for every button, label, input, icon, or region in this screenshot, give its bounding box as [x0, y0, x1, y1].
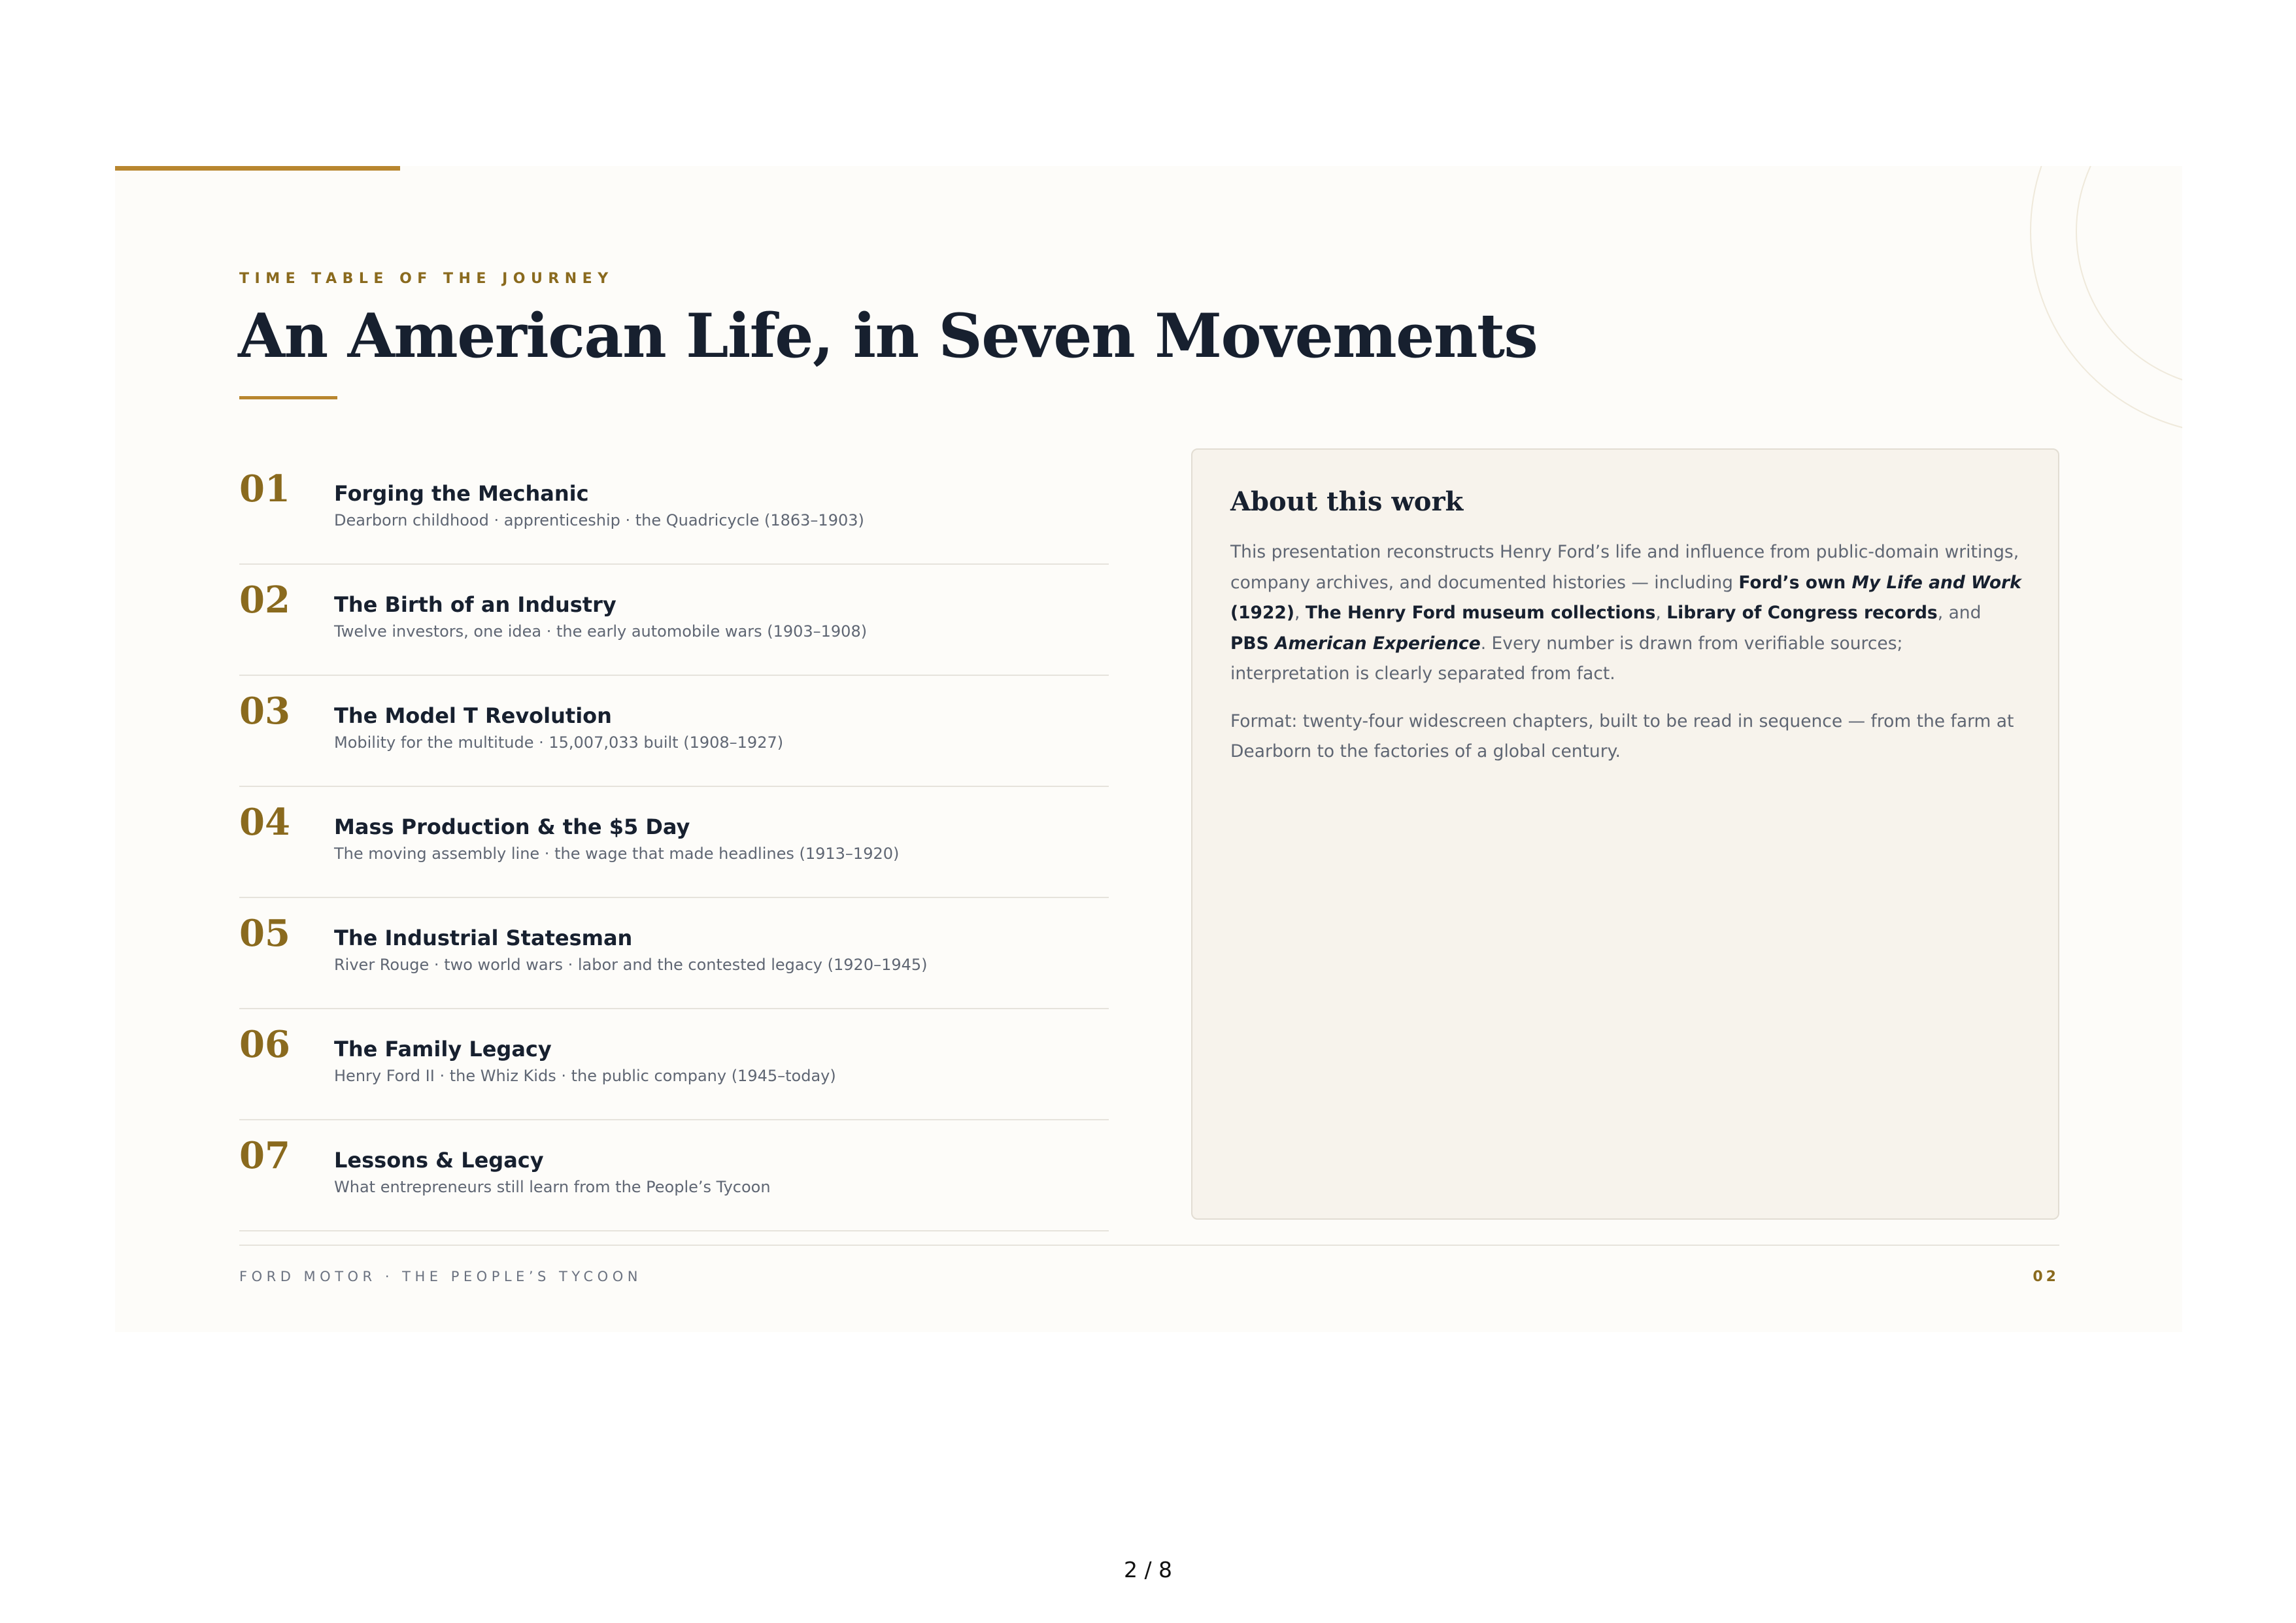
chapter-subtitle: River Rouge · two world wars · labor and the contested legacy (1920–1945): [334, 956, 928, 974]
chapter-item: [239, 898, 1109, 1009]
chapter-item: [239, 454, 1109, 565]
source-my-life-and-work: Ford’s own My Life and Work (1922): [1230, 572, 2021, 623]
chapter-subtitle: The moving assembly line · the wage that made headlines (1913–1920): [334, 845, 900, 863]
chapter-title: The Family Legacy: [334, 1037, 552, 1062]
chapter-item: [239, 787, 1109, 898]
source-henry-ford-museum: The Henry Ford museum collections: [1305, 603, 1656, 623]
chapter-subtitle: What entrepreneurs still learn from the People’s Tycoon: [334, 1178, 771, 1196]
eyebrow-label: TIME TABLE OF THE JOURNEY: [239, 271, 614, 287]
chapter-title: The Model T Revolution: [334, 703, 612, 728]
chapter-number: 06: [239, 1023, 290, 1066]
footer-divider: [239, 1245, 2059, 1246]
chapter-item: [239, 1009, 1109, 1120]
about-panel: [1191, 448, 2059, 1220]
chapter-item: [239, 565, 1109, 676]
chapter-subtitle: Mobility for the multitude · 15,007,033 built (1908–1927): [334, 733, 784, 752]
chapter-title: The Birth of an Industry: [334, 592, 616, 617]
slide: [115, 166, 2182, 1332]
about-title: About this work: [1230, 486, 1464, 517]
chapter-title: Lessons & Legacy: [334, 1148, 544, 1173]
chapter-number: 05: [239, 912, 290, 955]
chapter-title: The Industrial Statesman: [334, 926, 633, 950]
chapter-title: Mass Production & the $5 Day: [334, 814, 690, 839]
decorative-circles: [1861, 166, 2182, 493]
chapter-number: 04: [239, 801, 290, 844]
chapter-list: [239, 454, 1109, 1231]
footer-label: FORD MOTOR · THE PEOPLE’S TYCOON: [239, 1269, 642, 1284]
chapter-item: [239, 676, 1109, 787]
source-library-of-congress: Library of Congress records: [1666, 603, 1938, 623]
title-underline: [239, 396, 337, 399]
chapter-number: 03: [239, 690, 290, 733]
slide-page-number: 02: [2033, 1269, 2059, 1285]
source-pbs: PBS American Experience: [1230, 633, 1481, 654]
chapter-title: Forging the Mechanic: [334, 481, 589, 506]
chapter-item: [239, 1120, 1109, 1231]
chapter-number: 07: [239, 1134, 290, 1177]
chapter-subtitle: Dearborn childhood · apprenticeship · the Quadricycle (1863–1903): [334, 511, 864, 529]
about-intro-text: This presentation reconstructs Henry Ford’s life and influence from public-domain writings, company archives, and documented histories — including: [1230, 542, 2019, 593]
chapter-number: 01: [239, 467, 290, 510]
accent-bar: [115, 166, 400, 171]
about-paragraph-format: Format: twenty-four widescreen chapters, built to be read in sequence — from the farm at Dearborn to the factories of a global century.: [1230, 711, 2014, 761]
about-outro-text: . Every number is drawn from verifiable sources; interpretation is clearly separated from fact.: [1230, 633, 1903, 684]
about-paragraph-sources: This presentation reconstructs Henry Ford’s life and influence from public-domain writings, company archives, and documented histories — including Ford’s own My Life and Work (1922), The Henry Ford museum collections, Library of Congress records, and PBS American Experience. Every number is drawn from verifiable sources; interpretation is clearly separated from fact.: [1230, 542, 2021, 684]
page-indicator: 2 / 8: [1123, 1557, 1173, 1582]
slide-title: An American Life, in Seven Movements: [238, 300, 1538, 371]
chapter-number: 02: [239, 578, 290, 622]
chapter-subtitle: Twelve investors, one idea · the early automobile wars (1903–1908): [334, 622, 868, 641]
chapter-subtitle: Henry Ford II · the Whiz Kids · the public company (1945–today): [334, 1067, 836, 1085]
